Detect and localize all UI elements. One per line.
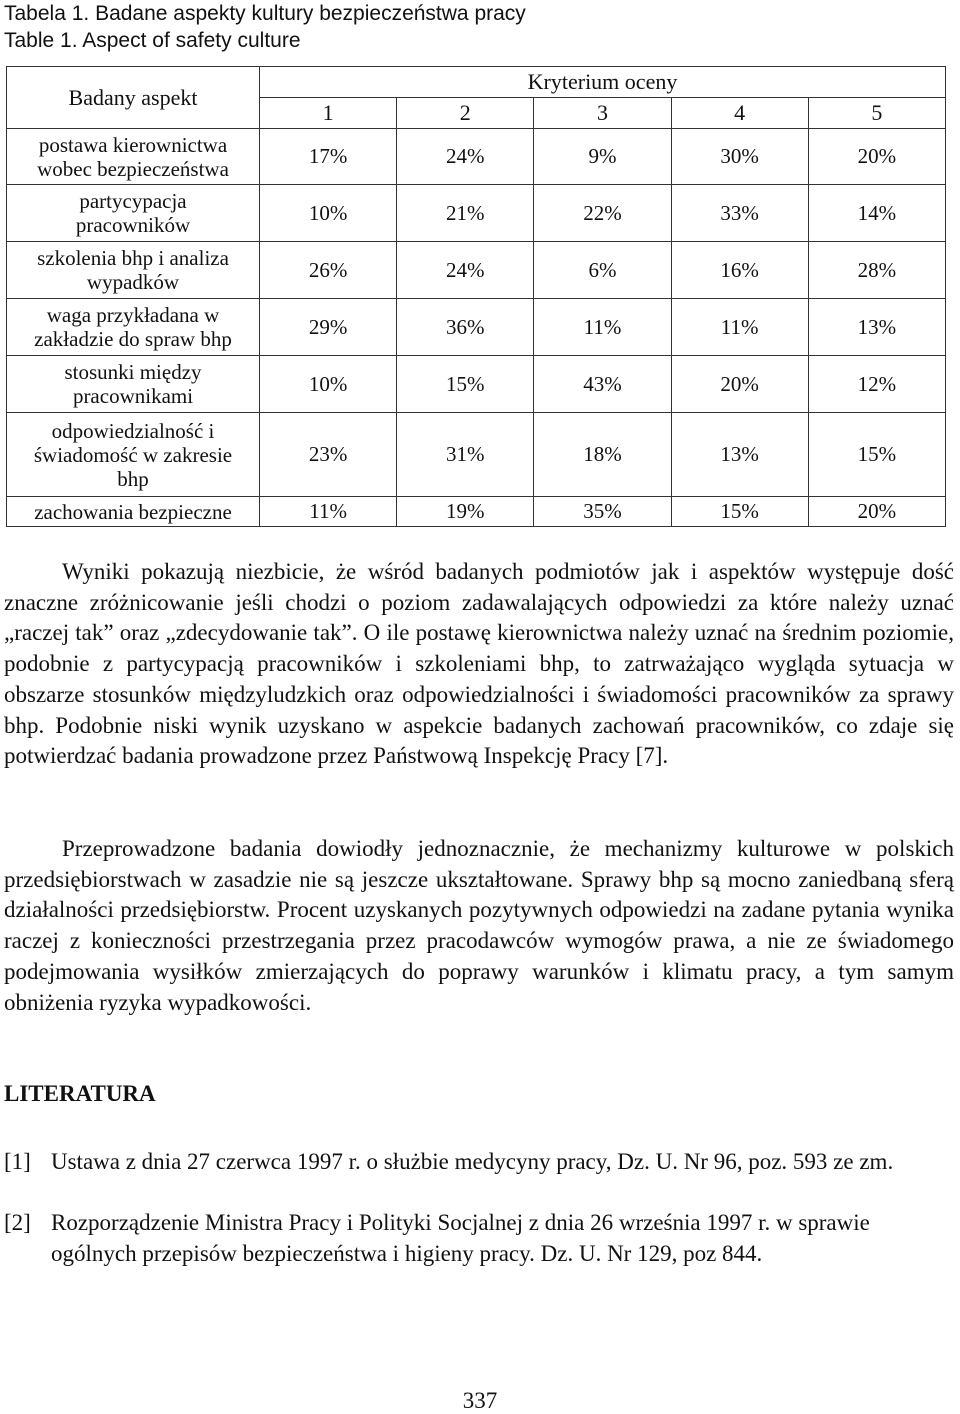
value-cell: 10% <box>260 356 397 413</box>
scale-header-1: 1 <box>260 98 397 129</box>
aspect-line: pracowników <box>75 213 191 237</box>
value-cell: 15% <box>808 413 945 497</box>
value-cell: 10% <box>260 185 397 242</box>
value-cell: 9% <box>534 129 671 185</box>
value-cell: 14% <box>808 185 945 242</box>
row-aspect <box>7 242 260 299</box>
table-row <box>7 299 946 356</box>
value-cell: 23% <box>260 413 397 497</box>
table-row <box>7 185 946 242</box>
value-cell: 28% <box>808 242 945 299</box>
aspect-line: wobec bezpieczeństwa <box>37 156 229 181</box>
table-caption-polish: Tabela 1. Badane aspekty kultury bezpieczeństwa pracy <box>4 2 526 25</box>
value-cell: 33% <box>671 185 808 242</box>
value-cell: 36% <box>397 299 534 356</box>
reference-text: Rozporządzenie Ministra Pracy i Polityki Socjalnej z dnia 26 września 1997 r. w sprawie ogólnych przepisów bezpieczeństwa i higieny pracy. Dz. U. Nr 129, poz 844. <box>51 1210 870 1266</box>
row-aspect <box>7 299 260 356</box>
value-cell: 18% <box>534 413 671 497</box>
criterion-header: Kryterium oceny <box>260 67 946 98</box>
value-cell: 16% <box>671 242 808 299</box>
value-cell: 15% <box>671 497 808 527</box>
reference-item <box>4 1147 924 1178</box>
value-cell: 21% <box>397 185 534 242</box>
aspect-column-header: Badany aspekt <box>7 67 260 129</box>
aspect-line: waga przykładana w <box>46 303 220 327</box>
literature-heading: LITERATURA <box>4 1081 156 1106</box>
aspect-line: odpowiedzialność i <box>51 418 215 443</box>
reference-item <box>4 1208 924 1269</box>
scale-header-2: 2 <box>397 98 534 129</box>
row-aspect <box>7 413 260 497</box>
aspect-line: szkolenia bhp i analiza <box>37 246 229 270</box>
reference-number: [2] <box>4 1210 31 1235</box>
reference-text: Ustawa z dnia 27 czerwca 1997 r. o służbie medycyny pracy, Dz. U. Nr 96, poz. 593 ze zm. <box>51 1149 894 1174</box>
value-cell: 13% <box>808 299 945 356</box>
page-number: 337 <box>462 1388 498 1413</box>
value-cell: 31% <box>397 413 534 497</box>
value-cell: 26% <box>260 242 397 299</box>
value-cell: 20% <box>808 129 945 185</box>
value-cell: 43% <box>534 356 671 413</box>
value-cell: 13% <box>671 413 808 497</box>
results-paragraph: Wyniki pokazują niezbicie, że wśród badanych podmiotów jak i aspektów występuje dość znaczne zróżnicowanie jeśli chodzi o poziom zadawalających odpowiedzi za które należy uznać „raczej tak” oraz „zdecydowanie tak”. O ile postawę kierownictwa należy uznać na średnim poziomie, podobnie z partycypacją pracowników i szkoleniami bhp, to zatrważająco wygląda sytuacja w obszarze stosunków międzyludzkich oraz odpowiedzialności i świadomości pracowników za sprawy bhp. Podobnie niski wynik uzyskano w aspekcie badanych zachowań pracowników, co zdaje się potwierdzać badania prowadzone przez Państwową Inspekcję Pracy [7]. <box>4 559 954 769</box>
value-cell: 17% <box>260 129 397 185</box>
aspect-line: wypadków <box>86 270 180 294</box>
value-cell: 11% <box>260 497 397 527</box>
value-cell: 30% <box>671 129 808 185</box>
value-cell: 19% <box>397 497 534 527</box>
row-aspect <box>7 356 260 413</box>
conclusions-paragraph: Przeprowadzone badania dowiodły jednoznacznie, że mechanizmy kulturowe w polskich przedsiębiorstwach w zasadzie nie są jeszcze ukształtowane. Sprawy bhp są mocno zaniedbaną sferą działalności przedsiębiorstw. Procent uzyskanych pozytywnych odpowiedzi na zadane pytania wynika raczej z konieczności przestrzegania przez pracodawców wymogów prawa, a nie ze świadomego podejmowania wysiłków zmierzających do poprawy warunków i klimatu pracy, a tym samym obniżenia ryzyka wypadkowości. <box>4 836 954 1015</box>
table-row <box>7 129 946 185</box>
scale-header-4: 4 <box>671 98 808 129</box>
value-cell: 22% <box>534 185 671 242</box>
row-aspect <box>7 185 260 242</box>
value-cell: 15% <box>397 356 534 413</box>
table-row <box>7 242 946 299</box>
reference-number: [1] <box>4 1149 31 1174</box>
value-cell: 20% <box>671 356 808 413</box>
value-cell: 6% <box>534 242 671 299</box>
aspect-line: pracownikami <box>72 384 194 408</box>
safety-culture-table <box>6 66 946 527</box>
value-cell: 24% <box>397 129 534 185</box>
aspect-line: postawa kierownictwa <box>38 132 228 157</box>
scale-header-3: 3 <box>534 98 671 129</box>
value-cell: 24% <box>397 242 534 299</box>
aspect-line: świadomość w zakresie <box>33 442 233 467</box>
aspect-line: stosunki między <box>64 360 202 384</box>
row-aspect <box>7 497 260 527</box>
value-cell: 29% <box>260 299 397 356</box>
value-cell: 20% <box>808 497 945 527</box>
aspect-line: zakładzie do spraw bhp <box>34 327 232 351</box>
row-aspect <box>7 129 260 185</box>
table-row <box>7 413 946 497</box>
value-cell: 11% <box>534 299 671 356</box>
table-row <box>7 356 946 413</box>
value-cell: 12% <box>808 356 945 413</box>
aspect-line: zachowania bezpieczne <box>34 499 232 524</box>
table-row <box>7 497 946 527</box>
value-cell: 11% <box>671 299 808 356</box>
aspect-line: bhp <box>117 466 149 491</box>
value-cell: 35% <box>534 497 671 527</box>
scale-header-5: 5 <box>808 98 945 129</box>
table-caption-english: Table 1. Aspect of safety culture <box>4 29 301 52</box>
aspect-line: partycypacja <box>79 189 187 213</box>
